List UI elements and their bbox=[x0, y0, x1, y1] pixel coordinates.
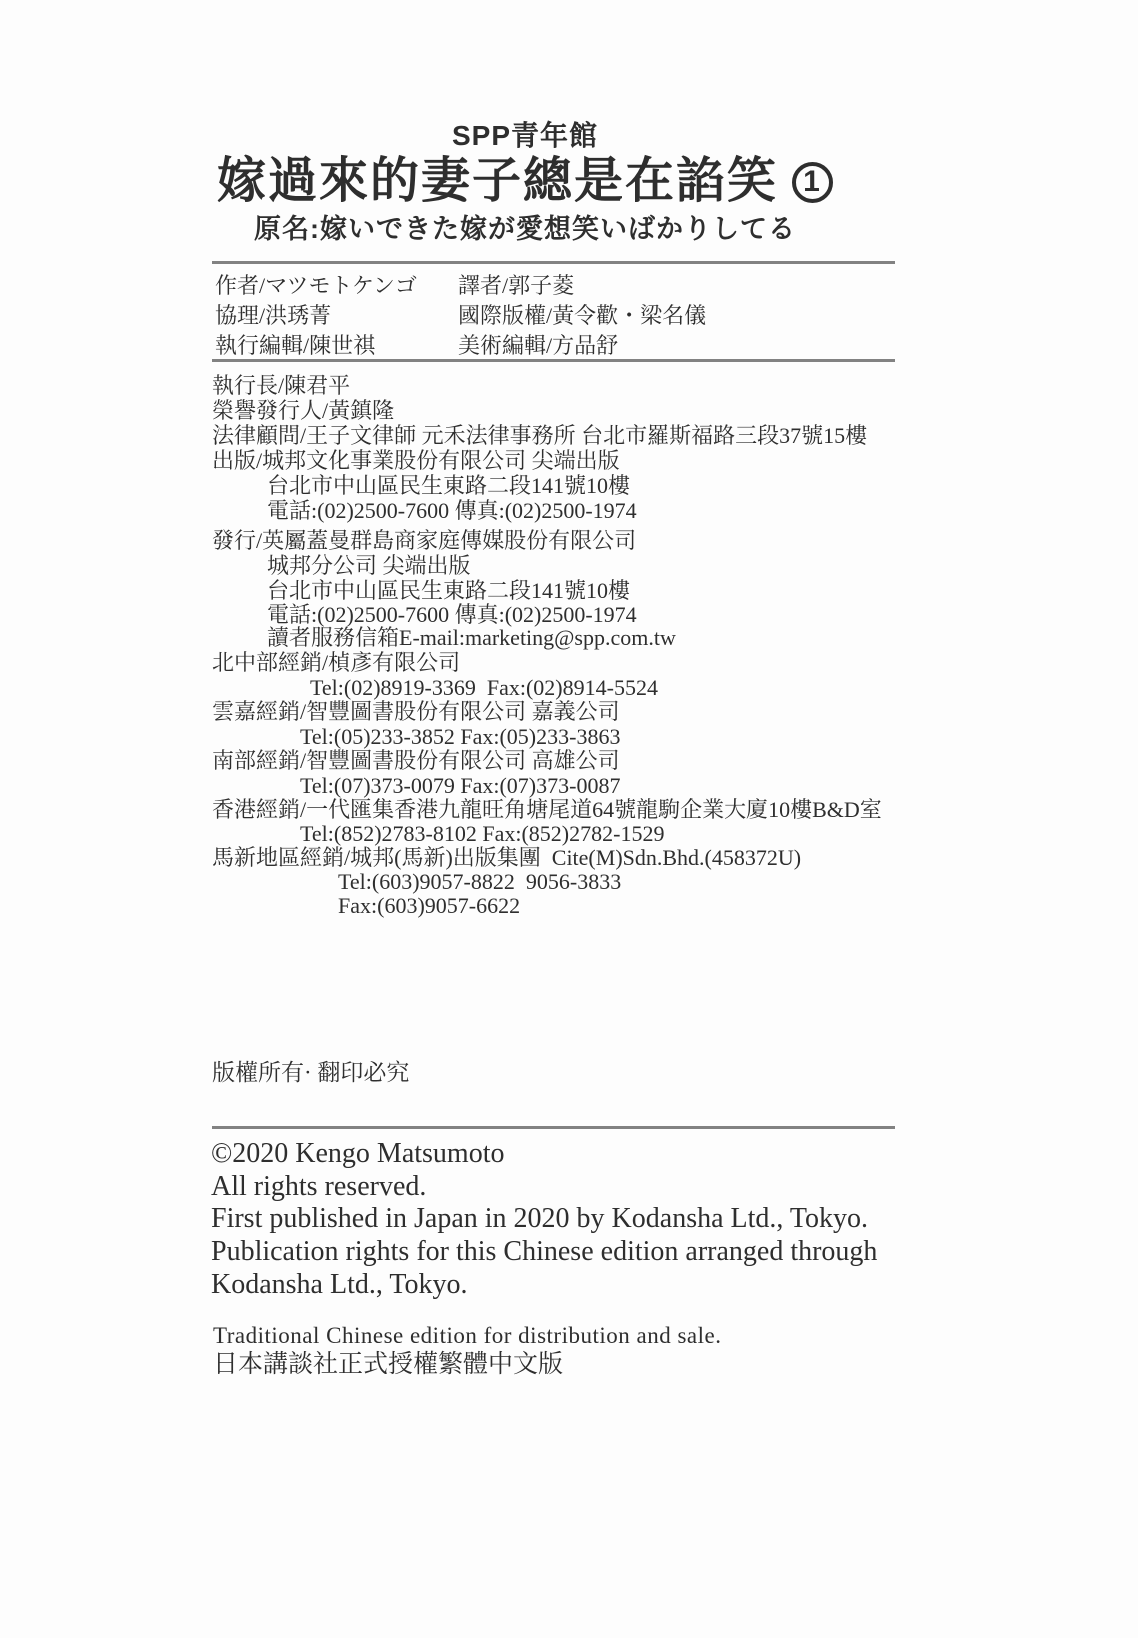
credit-translator: 譯者/郭子菱 bbox=[458, 273, 575, 298]
volume-number: 1 bbox=[803, 165, 822, 198]
kodansha-tokyo: Kodansha Ltd., Tokyo. bbox=[211, 1269, 468, 1300]
publication-rights: Publication rights for this Chinese edition arranged through bbox=[211, 1236, 878, 1267]
license-english: Traditional Chinese edition for distribution and sale. bbox=[213, 1323, 722, 1348]
divider-credits bbox=[212, 359, 895, 362]
dist-malaysia-tel: Tel:(603)9057-8822 9056-3833 bbox=[338, 869, 622, 894]
rights-reserved: All rights reserved. bbox=[211, 1171, 427, 1202]
publisher-legal: 法律顧問/王子文律師 元禾法律事務所 台北市羅斯福路三段37號15樓 bbox=[212, 423, 868, 448]
issuer-company: 發行/英屬蓋曼群島商家庭傳媒股份有限公司 bbox=[212, 528, 637, 553]
credit-coordinator: 協理/洪琇菁 bbox=[215, 303, 332, 328]
publisher-honorary: 榮譽發行人/黃鎮隆 bbox=[212, 398, 395, 423]
book-title bbox=[40, 153, 1010, 209]
dist-hongkong-phone: Tel:(852)2783-8102 Fax:(852)2782-1529 bbox=[300, 821, 665, 846]
credit-author: 作者/マツモトケンゴ bbox=[215, 273, 417, 298]
publisher-phone: 電話:(02)2500-7600 傳真:(02)2500-1974 bbox=[267, 498, 637, 523]
dist-malaysia: 馬新地區經銷/城邦(馬新)出版集團 Cite(M)Sdn.Bhd.(458372U) bbox=[212, 845, 802, 870]
volume-badge bbox=[792, 162, 833, 203]
publisher-address: 台北市中山區民生東路二段141號10樓 bbox=[267, 473, 631, 498]
issuer-phone: 電話:(02)2500-7600 傳真:(02)2500-1974 bbox=[267, 602, 637, 627]
imprint-label: SPP青年館 bbox=[451, 120, 599, 151]
divider-top bbox=[212, 261, 895, 264]
dist-yunjia-phone: Tel:(05)233-3852 Fax:(05)233-3863 bbox=[300, 724, 621, 749]
credit-art-editor: 美術編輯/方品舒 bbox=[458, 333, 619, 358]
license-chinese: 日本講談社正式授權繁體中文版 bbox=[213, 1351, 564, 1378]
dist-yunjia: 雲嘉經銷/智豐圖書股份有限公司 嘉義公司 bbox=[212, 699, 620, 724]
dist-north-central-phone: Tel:(02)8919-3369 Fax:(02)8914-5524 bbox=[310, 675, 658, 700]
dist-north-central: 北中部經銷/楨彥有限公司 bbox=[212, 650, 461, 675]
copyright-year-author: ©2020 Kengo Matsumoto bbox=[211, 1138, 505, 1169]
divider-bottom bbox=[212, 1126, 895, 1129]
publisher-ceo: 執行長/陳君平 bbox=[212, 373, 351, 398]
credit-intl-rights: 國際版權/黃令歡・梁名儀 bbox=[458, 303, 707, 328]
book-title-text: 嫁過來的妻子總是在諂笑 bbox=[216, 154, 778, 208]
dist-hongkong: 香港經銷/一代匯集香港九龍旺角塘尾道64號龍駒企業大廈10樓B&D室 bbox=[212, 797, 882, 822]
credit-exec-editor: 執行編輯/陳世祺 bbox=[215, 333, 376, 358]
copyright-notice: 版權所有· 翻印必究 bbox=[212, 1060, 410, 1085]
issuer-branch: 城邦分公司 尖端出版 bbox=[267, 553, 471, 578]
dist-south: 南部經銷/智豐圖書股份有限公司 高雄公司 bbox=[212, 748, 620, 773]
first-published: First published in Japan in 2020 by Kodansha Ltd., Tokyo. bbox=[211, 1203, 869, 1234]
issuer-service-email: 讀者服務信箱E-mail:marketing@spp.com.tw bbox=[267, 625, 676, 650]
issuer-address: 台北市中山區民生東路二段141號10樓 bbox=[267, 578, 631, 603]
publisher-company: 出版/城邦文化事業股份有限公司 尖端出版 bbox=[212, 448, 620, 473]
original-title: 原名:嫁いできた嫁が愛想笑いばかりしてる bbox=[254, 214, 796, 244]
dist-south-phone: Tel:(07)373-0079 Fax:(07)373-0087 bbox=[300, 773, 621, 798]
dist-malaysia-fax: Fax:(603)9057-6622 bbox=[338, 893, 521, 918]
